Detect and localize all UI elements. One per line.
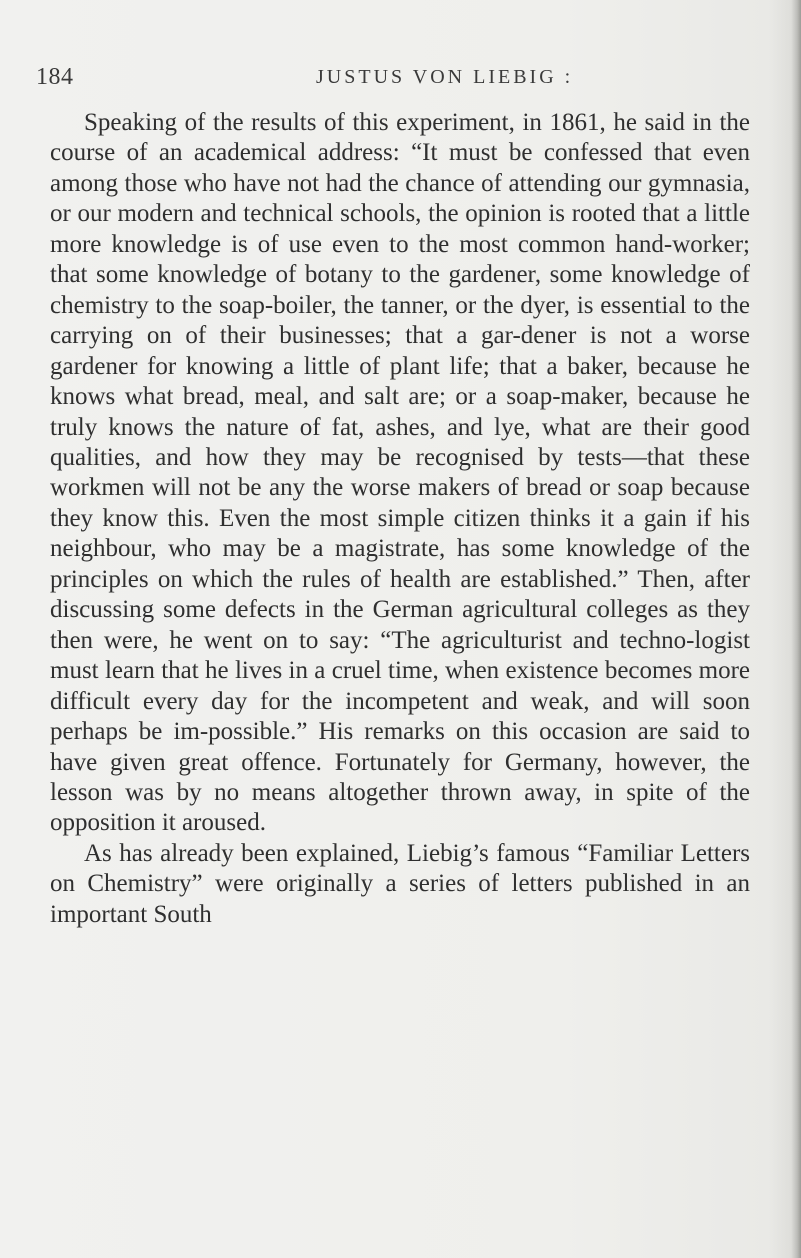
paragraph-1: Speaking of the results of this experiment, in 1861, he said in the course of an academical address: “It must be confessed that even among those who have not had the chance of attending our gymnasia, or our modern and technical schools, the opinion is rooted that a little more knowledge is of use even to the most common hand-worker; that some knowledge of botany to the gardener, some knowledge of chemistry to the soap-boiler, the tanner, or the dyer, is essential to the carrying on of their businesses; that a gar-dener is not a worse gardener for knowing a little of plant life; that a baker, because he knows what bread, meal, and salt are; or a soap-maker, because he truly knows the nature of fat, ashes, and lye, what are their good qualities, and how they may be recognised by tests—that these workmen will not be any the worse makers of bread or soap because they know this. Even the most simple citizen thinks it a gain if his neighbour, who may be a magistrate, has some knowledge of the principles on which the rules of health are established.” Then, after discussing some defects in the German agricultural colleges as they then were, he went on to say: “The agriculturist and techno-logist must learn that he lives in a cruel time, when existence becomes more difficult every day for the incompetent and weak, and will soon perhaps be im-possible.” His remarks on this occasion are said to have given great offence. Fortunately for Germany, however, the lesson was by no means altogether thrown away, in spite of the opposition it aroused. <box>50 109 750 837</box>
page-edge-shadow <box>791 0 801 1258</box>
page-number: 184 <box>36 64 74 90</box>
running-head <box>0 64 801 98</box>
running-title: JUSTUS VON LIEBIG : <box>316 66 574 88</box>
paragraph-2: As has already been explained, Liebig’s famous “Familiar Letters on Chemistry” were originally a series of letters published in an important South <box>50 839 750 928</box>
body-text <box>50 108 750 930</box>
